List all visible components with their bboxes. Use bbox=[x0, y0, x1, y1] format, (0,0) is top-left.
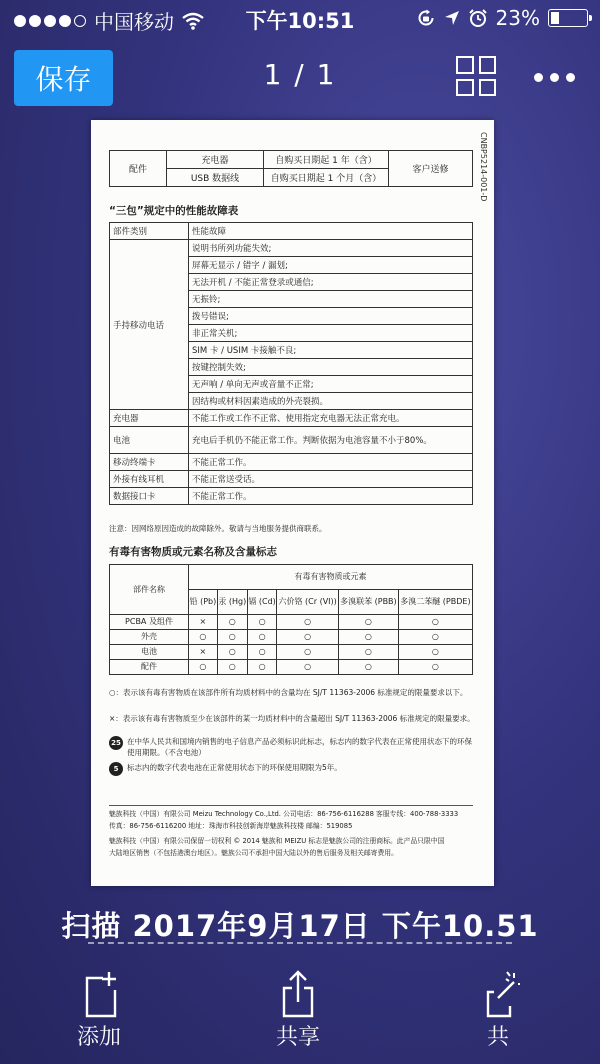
hazard-mark: ○ bbox=[247, 645, 277, 660]
battery-env-text: 标志内的数字代表电池在正常使用状态下的环保使用期限为5年。 bbox=[127, 763, 342, 772]
battery-percent: 23% bbox=[495, 6, 540, 30]
add-page-icon bbox=[79, 970, 119, 1018]
battery-env-note bbox=[109, 762, 479, 776]
status-bar bbox=[0, 0, 600, 36]
grid-view-icon[interactable] bbox=[456, 56, 496, 96]
scanned-document[interactable] bbox=[91, 120, 494, 886]
substance-header: 六价铬 (Cr (VI)) bbox=[277, 590, 339, 615]
scan-caption[interactable]: 扫描 2017年9月17日 下午10.51 bbox=[61, 909, 539, 943]
status-right bbox=[416, 6, 588, 30]
fault-item: 充电后手机仍不能正常工作。判断依据为电池容量不小于80%。 bbox=[189, 427, 473, 454]
accessory-label: 配件 bbox=[110, 151, 167, 187]
hazard-mark: ○ bbox=[338, 630, 398, 645]
hazard-mark: ○ bbox=[247, 615, 277, 630]
add-label: 添加 bbox=[76, 1025, 121, 1050]
hazard-table bbox=[109, 564, 473, 675]
hazard-mark: ○ bbox=[277, 660, 339, 675]
footer-divider bbox=[109, 805, 473, 806]
hazard-note: ×：表示该有毒有害物质至少在该部件的某一均质材料中的含量超出 SJ/T 11363-2006 标准规定的限量要求。 bbox=[109, 714, 475, 723]
hazard-part: 电池 bbox=[110, 645, 189, 660]
enhance-label: 共 bbox=[486, 1025, 509, 1050]
hazard-mark: ○ bbox=[398, 660, 472, 675]
hazard-part-header: 部件名称 bbox=[110, 565, 189, 615]
alarm-icon bbox=[468, 8, 488, 28]
share-icon bbox=[278, 970, 318, 1018]
rotation-lock-icon bbox=[416, 8, 436, 28]
accessory-item: USB 数据线 bbox=[167, 169, 264, 187]
accessory-item: 充电器 bbox=[167, 151, 264, 169]
hazard-mark: ○ bbox=[189, 660, 218, 675]
hazard-mark: ○ bbox=[217, 645, 247, 660]
magic-wand-icon bbox=[480, 970, 520, 1018]
hazard-mark: ○ bbox=[398, 615, 472, 630]
hazard-mark: × bbox=[189, 645, 218, 660]
substance-header: 铅 (Pb) bbox=[189, 590, 218, 615]
add-button[interactable] bbox=[70, 970, 128, 1051]
hazard-group-header: 有毒有害物质或元素 bbox=[189, 565, 473, 590]
hazard-mark: ○ bbox=[217, 630, 247, 645]
footer-line: 大陆地区销售（不包括港澳台地区）。魅族公司不承担中国大陆以外的售后服务及相关邮寄费用。 bbox=[109, 849, 398, 857]
battery-icon bbox=[548, 9, 588, 27]
more-options-icon[interactable] bbox=[534, 73, 575, 82]
fault-item: 无声响 / 单向无声或音量不正常; bbox=[189, 376, 473, 393]
accessory-period: 自购买日期起 1 个月（含） bbox=[264, 169, 389, 187]
fault-item: 说明书所列功能失效; bbox=[189, 240, 473, 257]
hazard-mark: ○ bbox=[217, 615, 247, 630]
fault-header-fault: 性能故障 bbox=[189, 223, 473, 240]
share-button[interactable] bbox=[268, 970, 328, 1051]
hazard-mark: × bbox=[189, 615, 218, 630]
fault-part: 电池 bbox=[110, 427, 189, 454]
env-period-text: 在中华人民共和国境内销售的电子信息产品必须标识此标志，标志内的数字代表在正常使用状态下的环保使用期限。（不含电池） bbox=[127, 737, 472, 757]
fault-table-title: “三包”规定中的性能故障表 bbox=[109, 205, 239, 217]
hazard-note: ○：表示该有毒有害物质在该部件所有均质材料中的含量均在 SJ/T 11363-2006 标准规定的限量要求以下。 bbox=[109, 688, 468, 697]
hazard-mark: ○ bbox=[398, 630, 472, 645]
fault-item: 拨号错误; bbox=[189, 308, 473, 325]
status-time: 下午10:51 bbox=[245, 9, 355, 33]
hazard-mark: ○ bbox=[189, 630, 218, 645]
fault-header-part: 部件类别 bbox=[110, 223, 189, 240]
accessory-service: 客户送修 bbox=[389, 151, 473, 187]
fault-item: 非正常关机; bbox=[189, 325, 473, 342]
footer-line: 魅族科技（中国）有限公司 Meizu Technology Co.,Ltd. 公司电话：86-756-6116288 客服专线：400-788-3333 bbox=[109, 810, 459, 818]
env-period-note bbox=[109, 736, 479, 758]
fault-item: 不能正常工作。 bbox=[189, 488, 473, 505]
fault-item: 无振铃; bbox=[189, 291, 473, 308]
substance-header: 镉 (Cd) bbox=[247, 590, 277, 615]
share-label: 共享 bbox=[275, 1025, 320, 1050]
footer-line: 传真：86-756-6116200 地址：珠海市科技创新海岸魅族科技楼 邮编：519085 bbox=[109, 822, 353, 830]
fault-item: SIM 卡 / USIM 卡接触不良; bbox=[189, 342, 473, 359]
bottom-toolbar bbox=[0, 964, 600, 1064]
fault-part: 外接有线耳机 bbox=[110, 471, 189, 488]
phone-category: 手持移动电话 bbox=[110, 240, 189, 410]
fault-item: 不能工作或工作不正常、使用指定充电器无法正常充电。 bbox=[189, 410, 473, 427]
hazard-mark: ○ bbox=[398, 645, 472, 660]
fault-item: 不能正常送受话。 bbox=[189, 471, 473, 488]
page-indicator: 1 / 1 bbox=[263, 58, 337, 91]
caption-underline bbox=[88, 942, 512, 944]
hazard-part: 配件 bbox=[110, 660, 189, 675]
fault-item: 屏幕无显示 / 错字 / 漏划; bbox=[189, 257, 473, 274]
fault-item: 按键控制失效; bbox=[189, 359, 473, 376]
hazard-mark: ○ bbox=[338, 645, 398, 660]
fault-item: 因结构或材料因素造成的外壳裂损。 bbox=[189, 393, 473, 410]
carrier-name: 中国移动 bbox=[94, 10, 174, 34]
fault-item: 无法开机 / 不能正常登录或通信; bbox=[189, 274, 473, 291]
document-code: CNBP5214-001-D bbox=[479, 132, 488, 202]
hazard-part: PCBA 及组件 bbox=[110, 615, 189, 630]
location-icon bbox=[444, 10, 460, 26]
fault-table bbox=[109, 222, 473, 505]
hazard-mark: ○ bbox=[338, 615, 398, 630]
hazard-table-title: 有毒有害物质或元素名称及含量标志 bbox=[109, 546, 277, 558]
top-nav bbox=[0, 44, 600, 108]
substance-header: 多溴联苯 (PBB) bbox=[338, 590, 398, 615]
fault-part: 充电器 bbox=[110, 410, 189, 427]
hazard-mark: ○ bbox=[277, 615, 339, 630]
env-period-25-icon: 25 bbox=[109, 736, 123, 750]
hazard-mark: ○ bbox=[217, 660, 247, 675]
battery-level bbox=[551, 12, 559, 24]
hazard-mark: ○ bbox=[338, 660, 398, 675]
save-button[interactable]: 保存 bbox=[14, 50, 113, 106]
substance-header: 汞 (Hg) bbox=[217, 590, 247, 615]
hazard-mark: ○ bbox=[247, 630, 277, 645]
hazard-mark: ○ bbox=[277, 630, 339, 645]
substance-header: 多溴二苯醚 (PBDE) bbox=[398, 590, 472, 615]
enhance-button[interactable] bbox=[470, 970, 530, 1064]
hazard-mark: ○ bbox=[277, 645, 339, 660]
hazard-mark: ○ bbox=[247, 660, 277, 675]
fault-part: 移动终端卡 bbox=[110, 454, 189, 471]
env-period-5-icon: 5 bbox=[109, 762, 123, 776]
accessory-warranty-table bbox=[109, 150, 473, 187]
hazard-part: 外壳 bbox=[110, 630, 189, 645]
fault-note: 注意：因网络原因造成的故障除外。敬请与当地服务提供商联系。 bbox=[109, 524, 327, 533]
fault-part: 数据接口卡 bbox=[110, 488, 189, 505]
fault-item: 不能正常工作。 bbox=[189, 454, 473, 471]
footer-line: 魅族科技（中国）有限公司保留一切权利 © 2014 魅族和 MEIZU 标志是魅族公司的注册商标。此产品只限中国 bbox=[109, 837, 445, 845]
accessory-period: 自购买日期起 1 年（含） bbox=[264, 151, 389, 169]
